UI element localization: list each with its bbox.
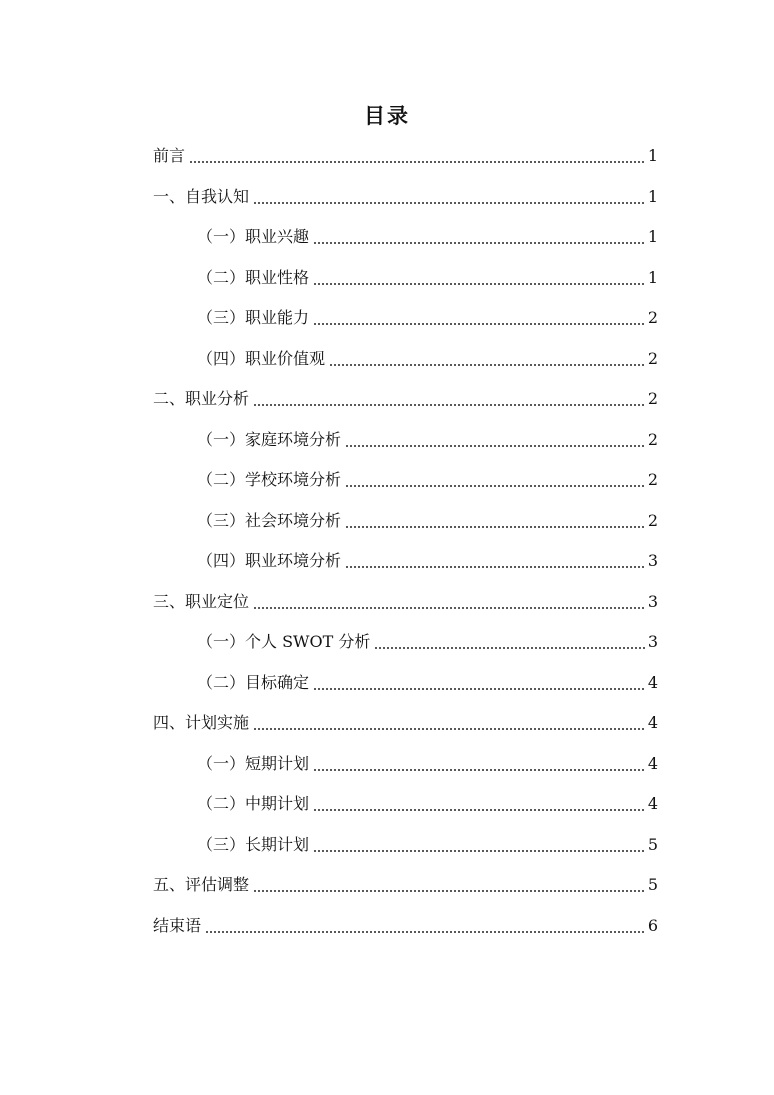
toc-entry-page-number: 4 [647, 753, 658, 773]
toc-entry[interactable] [197, 622, 658, 663]
toc-entry-label: （三）社会环境分析 [197, 510, 342, 530]
toc-entry-page-number: 6 [647, 915, 658, 935]
toc-entry-label: （三）职业能力 [197, 308, 310, 328]
toc-entry[interactable] [197, 744, 658, 785]
toc-entry-page-number: 2 [647, 470, 658, 490]
toc-entry-label: （二）职业性格 [197, 267, 310, 287]
toc-entry[interactable] [153, 906, 658, 947]
toc-entry-label: 结束语 [153, 915, 202, 935]
toc-dot-leader [313, 795, 646, 813]
toc-entry[interactable] [197, 541, 658, 582]
toc-dot-leader [345, 471, 646, 489]
toc-dot-leader [313, 755, 646, 773]
toc-entry-page-number: 2 [647, 348, 658, 368]
toc-entry[interactable] [153, 703, 658, 744]
toc-entry-label: （一）职业兴趣 [197, 227, 310, 247]
toc-entry-page-number: 2 [647, 308, 658, 328]
toc-dot-leader [313, 836, 646, 854]
toc-entry-page-number: 5 [647, 834, 658, 854]
toc-dot-leader [253, 876, 646, 894]
toc-dot-leader [205, 917, 646, 935]
toc-entry[interactable] [197, 663, 658, 704]
toc-dot-leader [345, 431, 646, 449]
toc-dot-leader [313, 269, 646, 287]
toc-entry-label: （一）家庭环境分析 [197, 429, 342, 449]
toc-entry-page-number: 3 [647, 632, 658, 652]
toc-entry[interactable] [153, 136, 658, 177]
toc-entry-page-number: 5 [647, 875, 658, 895]
toc-dot-leader [313, 228, 646, 246]
toc-dot-leader [313, 674, 646, 692]
toc-entry-page-number: 4 [647, 713, 658, 733]
toc-entry[interactable] [197, 825, 658, 866]
toc-entry-page-number: 3 [647, 551, 658, 571]
toc-entry-label: （一）个人 SWOT 分析 [197, 632, 371, 652]
toc-entry-label: 五、评估调整 [153, 875, 250, 895]
toc-entry-page-number: 3 [647, 591, 658, 611]
toc-dot-leader [253, 188, 646, 206]
toc-entry-page-number: 4 [647, 794, 658, 814]
toc-entry-label: （二）学校环境分析 [197, 470, 342, 490]
toc-entry-page-number: 2 [647, 510, 658, 530]
toc-entry[interactable] [197, 217, 658, 258]
toc-entry-page-number: 4 [647, 672, 658, 692]
toc-entry-page-number: 1 [647, 227, 658, 247]
toc-entry-label: 二、职业分析 [153, 389, 250, 409]
toc-entry-label: （四）职业环境分析 [197, 551, 342, 571]
toc-dot-leader [189, 147, 646, 165]
toc-entry[interactable] [153, 177, 658, 218]
toc-dot-leader [253, 390, 646, 408]
toc-entry[interactable] [197, 298, 658, 339]
toc-entry[interactable] [197, 501, 658, 542]
toc-dot-leader [345, 552, 646, 570]
toc-entry-page-number: 2 [647, 429, 658, 449]
toc-dot-leader [374, 633, 645, 651]
toc-entry[interactable] [197, 784, 658, 825]
toc-dot-leader [253, 714, 646, 732]
toc-entry-label: 四、计划实施 [153, 713, 250, 733]
toc-entry[interactable] [197, 460, 658, 501]
toc-dot-leader [345, 512, 646, 530]
toc-entry-page-number: 1 [647, 146, 658, 166]
toc-dot-leader [329, 350, 646, 368]
toc-entry-label: 三、职业定位 [153, 591, 250, 611]
toc-entry[interactable] [197, 339, 658, 380]
toc-dot-leader [253, 593, 646, 611]
toc-entry-page-number: 1 [647, 186, 658, 206]
toc-entry[interactable] [197, 258, 658, 299]
toc-entry-label: （一）短期计划 [197, 753, 310, 773]
toc-entry[interactable] [153, 582, 658, 623]
toc-entry[interactable] [153, 865, 658, 906]
toc-entry-label: （三）长期计划 [197, 834, 310, 854]
toc-entry-page-number: 2 [647, 389, 658, 409]
toc-entry-label: （二）中期计划 [197, 794, 310, 814]
toc-entry-label: 一、自我认知 [153, 186, 250, 206]
toc-entry-label: （四）职业价值观 [197, 348, 326, 368]
page-title: 目录 [364, 103, 410, 128]
toc-entry[interactable] [197, 420, 658, 461]
toc-entry-label: 前言 [153, 146, 186, 166]
toc-entry[interactable] [153, 379, 658, 420]
toc-entry-page-number: 1 [647, 267, 658, 287]
toc-entry-label: （二）目标确定 [197, 672, 310, 692]
toc-dot-leader [313, 309, 646, 327]
